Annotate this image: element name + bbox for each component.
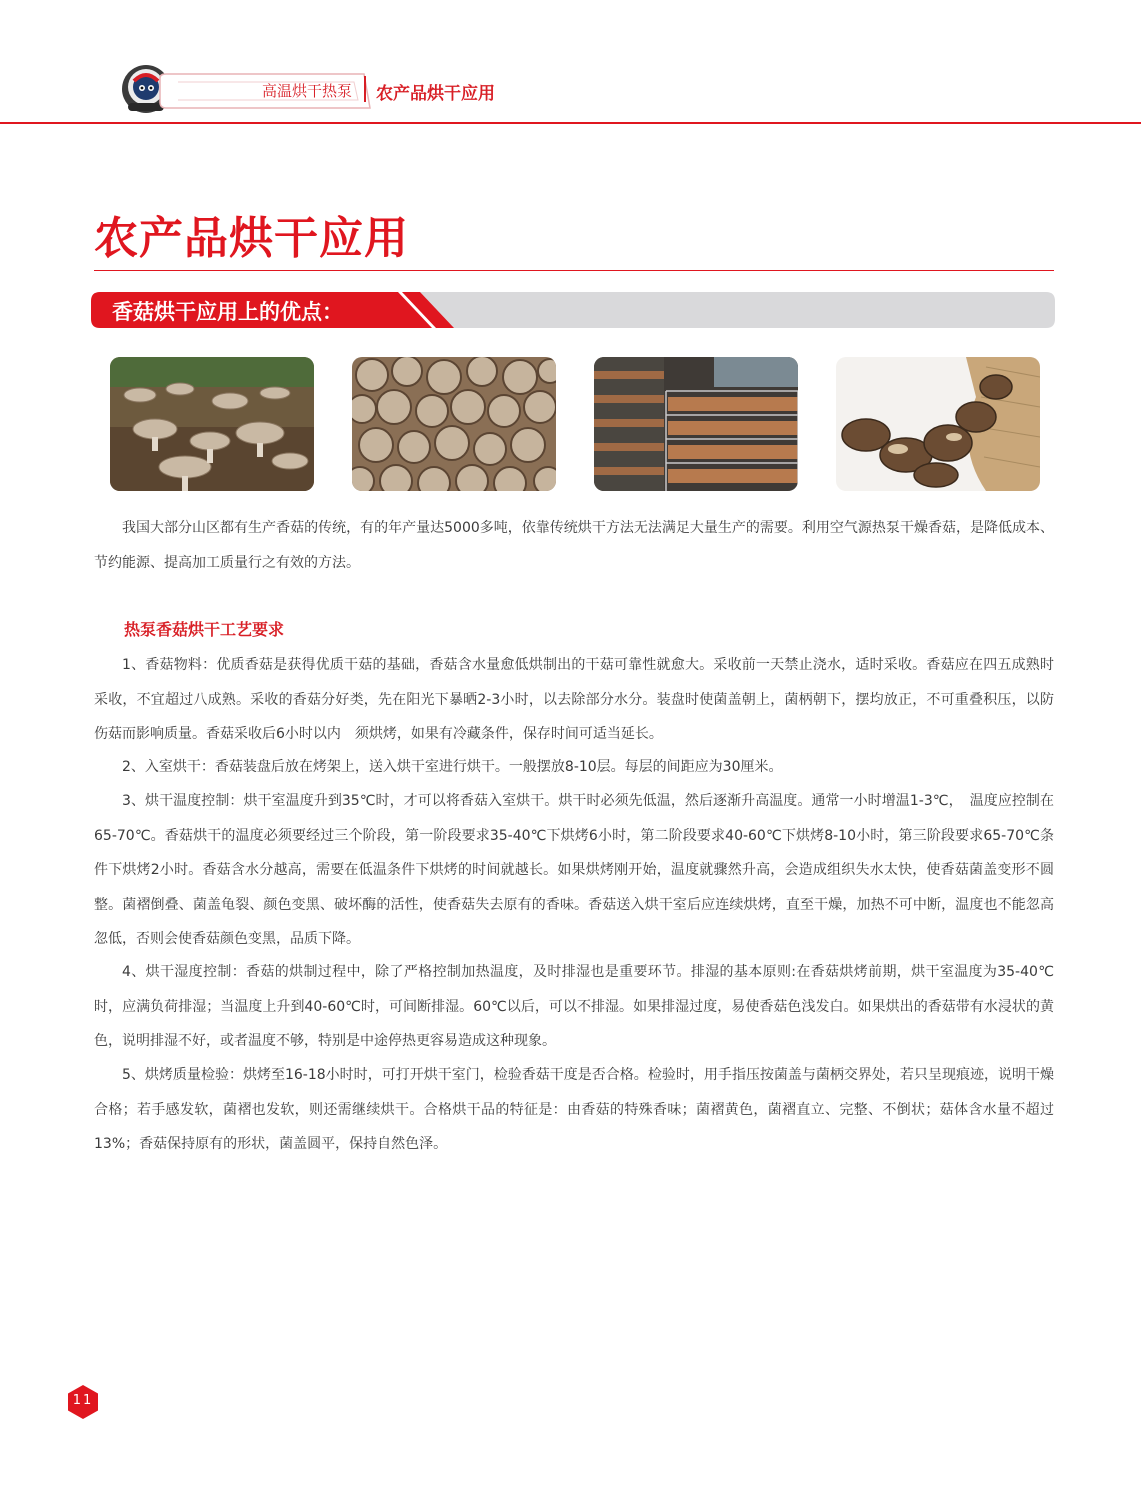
page-header — [0, 0, 1141, 125]
breadcrumb-divider — [364, 76, 366, 102]
dried-mushrooms-sack-photo — [836, 357, 1040, 491]
step-4-paragraph: 4、烘干湿度控制：香菇的烘制过程中，除了严格控制加热温度，及时排湿也是重要环节。排湿的基本原则:在香菇烘烤前期，烘干室温度为35-40℃时，应满负荷排湿；当温度上升到40-60℃时，可间断排湿。60℃以后，可以不排湿。如果排湿过度，易使香菇色浅发白。如果烘出的香菇带有水浸状的黄色，说明排湿不好，或者温度不够，特别是中途停热更容易造成这种现象。 — [94, 964, 1054, 1049]
page-number: 11 — [72, 1393, 94, 1408]
step-2-paragraph: 2、入室烘干：香菇装盘后放在烤架上，送入烘干室进行烘干。一般摆放8-10层。每层的间距应为30厘米。 — [122, 759, 783, 775]
drying-rack-trays-photo — [594, 357, 798, 491]
page-title: 农产品烘干应用 — [94, 213, 409, 264]
step-1-paragraph: 1、香菇物料：优质香菇是获得优质干菇的基础，香菇含水量愈低烘制出的干菇可靠性就愈大。采收前一天禁止浇水，适时采收。香菇应在四五成熟时采收，不宜超过八成熟。采收的香菇分好类，先在阳光下暴晒2-3小时，以去除部分水分。装盘时使菌盖朝上，菌柄朝下，摆均放正，不可重叠积压，以防伤菇而影响质量。香菇采收后6小时以内 须烘烤，如果有冷藏条件，保存时间可适当延长。 — [94, 657, 1054, 742]
breadcrumb-category: 高温烘干热泵 — [262, 82, 353, 100]
step-3-paragraph: 3、烘干温度控制：烘干室温度升到35℃时，才可以将香菇入室烘干。烘干时必须先低温，然后逐渐升高温度。通常一小时增温1-3℃， 温度应控制在65-70℃。香菇烘干的温度必须要经过三个阶段，第一阶段要求35-40℃下烘烤6小时，第二阶段要求40-60℃下烘烤8-10小时，第三阶段要求65-70℃条件下烘烤2小时。香菇含水分越高，需要在低温条件下烘烤的时间就越长。如果烘烤刚开始，温度就骤然升高，会造成组织失水太快，使香菇菌盖变形不圆整。菌褶倒叠、菌盖龟裂、颜色变黑、破坏酶的活性，使香菇失去原有的香味。香菇送入烘干室后应连续烘烤，直至干燥，加热不可中断，温度也不能忽高忽低，否则会使香菇颜色变黑，品质下降。 — [94, 793, 1054, 947]
header-divider — [0, 122, 1141, 124]
dried-mushrooms-pile-photo — [352, 357, 556, 491]
mushrooms-growing-photo — [110, 357, 314, 491]
section-heading: 香菇烘干应用上的优点： — [112, 300, 343, 324]
step-5-paragraph: 5、烘烤质量检验：烘烤至16-18小时时，可打开烘干室门，检验香菇干度是否合格。检验时，用手指压按菌盖与菌柄交界处，若只呈现痕迹，说明干燥合格；若手感发软，菌褶也发软，则还需继续烘干。合格烘干品的特征是：由香菇的特殊香味；菌褶黄色，菌褶直立、完整、不倒状；菇体含水量不超过13%；香菇保持原有的形状，菌盖圆平，保持自然色泽。 — [94, 1067, 1054, 1152]
process-requirements-heading: 热泵香菇烘干工艺要求 — [124, 620, 285, 639]
intro-paragraph: 我国大部分山区都有生产香菇的传统，有的年产量达5000多吨，依靠传统烘干方法无法满足大量生产的需要。利用空气源热泵干燥香菇，是降低成本、节约能源、提高加工质量行之有效的方法。 — [94, 520, 1054, 571]
title-divider — [94, 270, 1054, 271]
breadcrumb-current-page: 农产品烘干应用 — [376, 84, 495, 104]
